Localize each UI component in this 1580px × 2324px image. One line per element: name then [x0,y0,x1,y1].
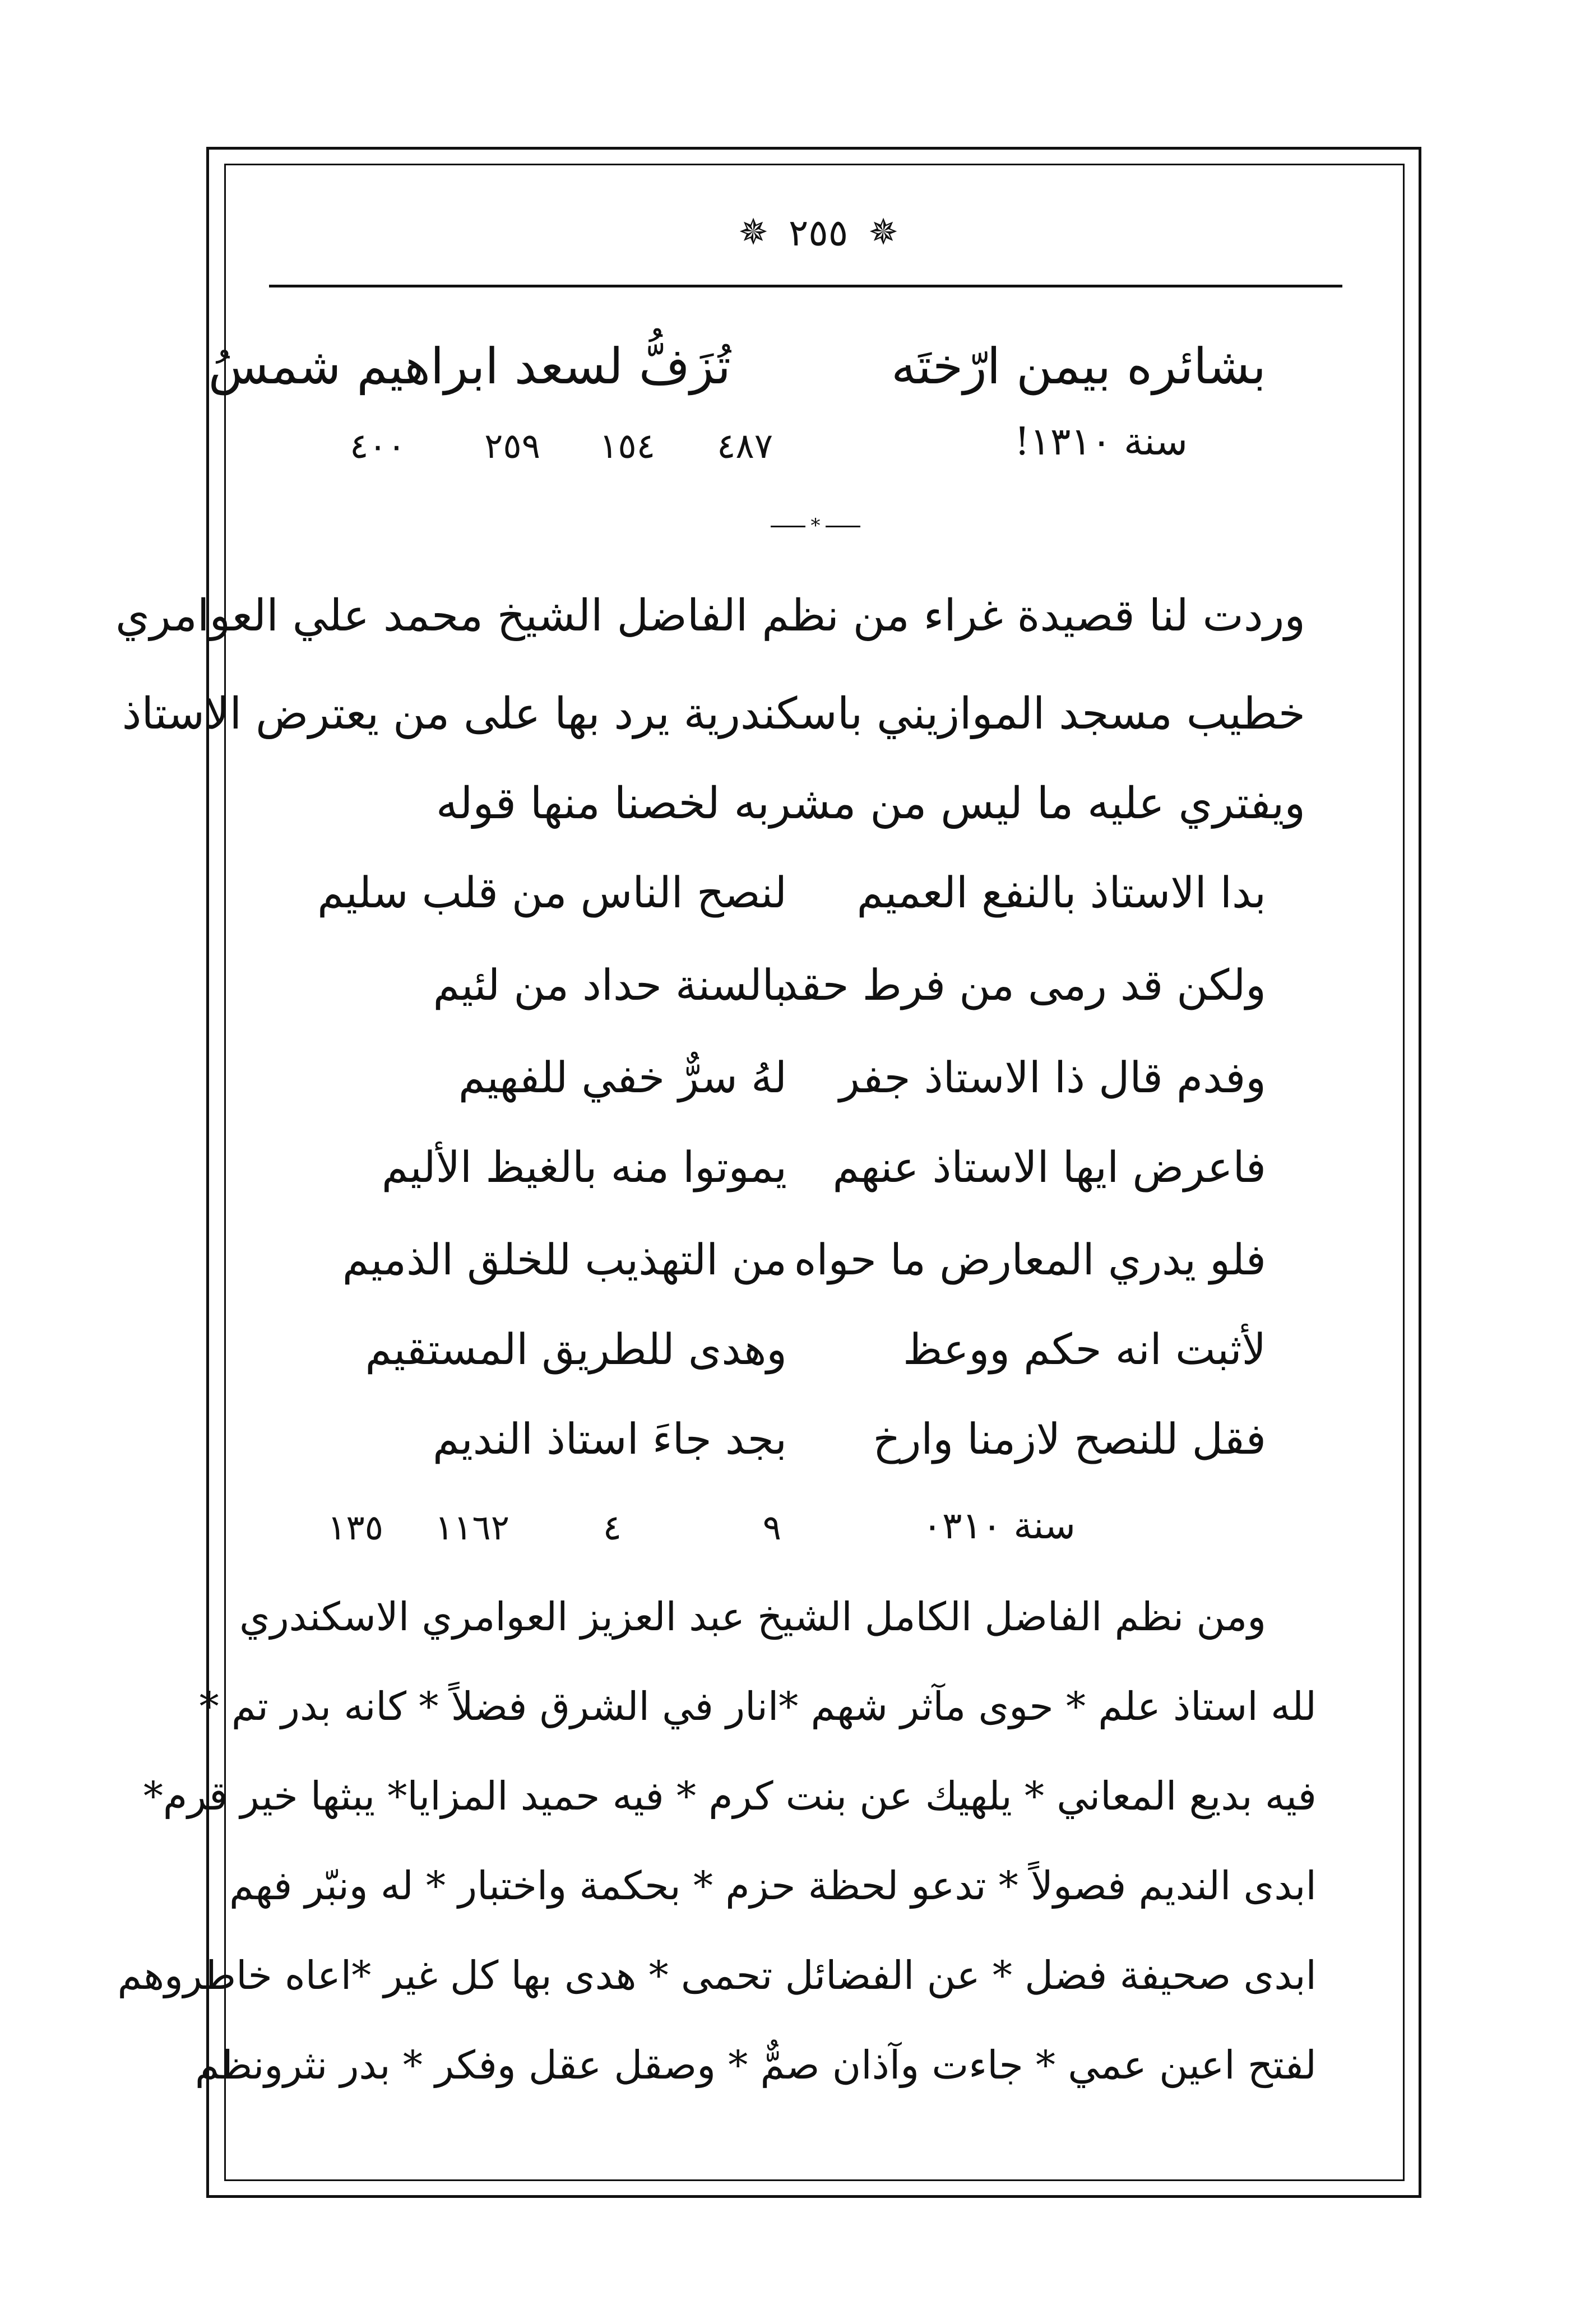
poem-value: ١١٦٢ [434,1507,509,1548]
verse-right: فاعرض ايها الاستاذ عنهم [832,1142,1266,1192]
chronogram-value: ٤٨٧ [717,425,773,466]
section-separator: * [771,514,860,537]
second-line: ابدى النديم فصولاً * تدعو لحظة حزم * بحكمة واختبار * له ونبّر فهم [229,1863,1317,1909]
poem-year: سنة ٠٣١٠ [922,1504,1076,1547]
verse-left: بالسنة حداد من لئيم [433,960,787,1010]
verse-left: لنصح الناس من قلب سليم [317,868,787,917]
second-line: فيه بديع المعاني * يلهيك عن بنت كرم * فيه حميد المزايا* يبثها خير قرم* [143,1773,1317,1819]
chronogram-year: سنة ١٣١٠! [1014,420,1188,464]
verse-right: فلو يدري المعارض ما حواه [794,1235,1266,1284]
poem-value: ٤ [603,1507,622,1548]
intro-line: وردت لنا قصيدة غراء من نظم الفاضل الشيخ محمد علي العوامري [115,591,1305,641]
chronogram-value: ١٥٤ [599,425,655,466]
verse-right: فقل للنصح لازمنا وارخ [873,1414,1266,1464]
verse-right: لأثبت انه حكم ووعظ [903,1324,1266,1374]
ornament-left-icon: ✵ [738,212,768,253]
second-heading: ومن نظم الفاضل الكامل الشيخ عبد العزيز العوامري الاسكندري [239,1594,1266,1640]
verse-left: وهدى للطريق المستقيم [365,1324,787,1374]
verse-left: يموتوا منه بالغيظ الأليم [381,1142,787,1192]
poem-value: ٩ [762,1507,781,1548]
verse-right: بدا الاستاذ بالنفع العميم [856,868,1266,917]
intro-line: ويفتري عليه ما ليس من مشربه لخصنا منها قوله [435,778,1305,829]
verse-right: ولكن قد رمى من فرط حقد [779,960,1266,1010]
page-number: ٢٥٥ [788,211,849,254]
chronogram-value: ٤٠٠ [350,425,406,466]
header-rule [269,285,1342,287]
ornament-right-icon: ✵ [868,212,898,253]
verse-left: بجد جاءَ استاذ النديم [432,1414,787,1464]
verse-right: وفدم قال ذا الاستاذ جفر [839,1052,1266,1102]
second-line: ابدى صحيفة فضل * عن الفضائل تحمى * هدى بها كل غير *اعاه خاطروهم [117,1952,1317,1998]
chronogram-line-left: تُزَفُّ لسعد ابراهيم شمسُ [208,337,731,395]
chronogram-value: ٢٥٩ [484,425,540,466]
verse-left: من التهذيب للخلق الذميم [342,1235,787,1284]
chronogram-line-right: بشائره بيمن ارّختَه [891,337,1266,395]
poem-value: ١٣٥ [327,1507,383,1548]
second-line: لفتح اعين عمي * جاءت وآذان صمٌّ * وصقل عقل وفكر * بدر نثرونظم [194,2042,1317,2088]
intro-line: خطيب مسجد الموازيني باسكندرية يرد بها على من يعترض الاستاذ [122,689,1305,739]
page-header [701,207,936,258]
second-line: لله استاذ علم * حوى مآثر شهم *انار في الشرق فضلاً * كانه بدر تم * [199,1683,1317,1729]
verse-left: لهُ سرٌّ خفي للفهيم [458,1052,787,1102]
